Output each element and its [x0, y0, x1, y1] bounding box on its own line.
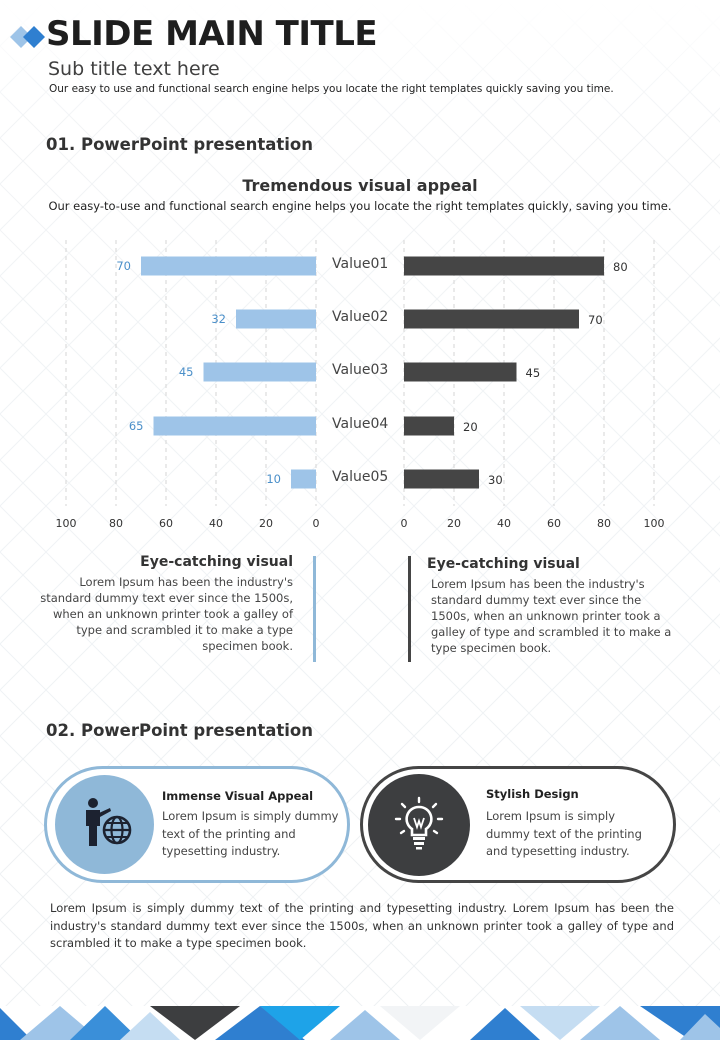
eye-right-divider — [408, 556, 411, 662]
lightbulb-icon — [368, 774, 470, 876]
category-label: Value03 — [332, 362, 389, 378]
section-heading-2: 02. PowerPoint presentation — [46, 721, 313, 740]
right-value-label: 80 — [613, 260, 628, 274]
right-bar — [404, 257, 604, 276]
feature-right-text: Lorem Ipsum is simply dummy text of the printing and typesetting industry. — [486, 809, 642, 858]
bottom-paragraph: Lorem Ipsum is simply dummy text of the printing and typesetting industry. Lorem Ipsum has been the industry's standard dummy text ever since the 1500s, when an unknown printer took a galley of type and scrambled it to make a type specimen book. — [50, 901, 674, 950]
chart-title: Tremendous visual appeal — [242, 176, 478, 195]
left-tick-label: 0 — [312, 517, 320, 530]
butterfly-bar-chart — [0, 228, 720, 538]
right-bar — [404, 470, 479, 489]
left-tick-label: 20 — [259, 517, 273, 530]
left-bar — [236, 310, 316, 329]
page-description: Our easy to use and functional search engine helps you locate the right templates quickly saving you time. — [49, 83, 614, 95]
feature-circle-right — [368, 774, 470, 876]
feature-circle-left — [55, 775, 154, 874]
presenter-globe-icon — [55, 775, 154, 874]
right-bar — [404, 363, 517, 382]
left-bar — [141, 257, 316, 276]
category-label: Value05 — [332, 469, 389, 485]
right-tick-label: 60 — [547, 517, 561, 530]
left-bar — [154, 417, 317, 436]
feature-left-heading: Immense Visual Appeal — [162, 789, 314, 803]
right-tick-label: 100 — [643, 517, 665, 530]
eye-left-text: Lorem Ipsum has been the industry's standard dummy text ever since the 1500s, when an unknown printer took a galley of type and scrambled it to make a type specimen book. — [40, 575, 293, 653]
left-bar — [291, 470, 316, 489]
right-value-label: 45 — [525, 366, 541, 380]
right-value-label: 20 — [463, 420, 478, 434]
left-tick-label: 80 — [109, 517, 123, 530]
feature-left-text: Lorem Ipsum is simply dummy text of the printing and typesetting industry. — [162, 809, 339, 858]
footer-decoration — [0, 1006, 720, 1040]
right-value-label: 70 — [588, 313, 603, 327]
left-tick-label: 100 — [55, 517, 77, 530]
left-value-label: 45 — [178, 365, 194, 379]
title-diamond-icon — [10, 22, 46, 52]
page-title: SLIDE MAIN TITLE — [46, 14, 378, 54]
left-tick-label: 60 — [159, 517, 173, 530]
right-tick-label: 80 — [597, 517, 611, 530]
left-value-label: 32 — [211, 312, 226, 326]
left-tick-label: 40 — [209, 517, 223, 530]
category-label: Value01 — [332, 256, 389, 272]
category-label: Value02 — [332, 309, 389, 325]
eye-right-heading: Eye-catching visual — [427, 556, 580, 572]
eye-right-text: Lorem Ipsum has been the industry's standard dummy text ever since the 1500s, when an unknown printer took a galley of type and scrambled it to make a type specimen book. — [431, 577, 672, 655]
right-tick-label: 20 — [447, 517, 461, 530]
right-tick-label: 0 — [400, 517, 408, 530]
chart-subtitle: Our easy-to-use and functional search engine helps you locate the right templates quickly, saving you time. — [48, 199, 672, 213]
right-value-label: 30 — [488, 473, 503, 487]
section-heading-1: 01. PowerPoint presentation — [46, 135, 313, 154]
left-value-label: 70 — [116, 259, 131, 273]
right-bar — [404, 417, 454, 436]
left-value-label: 65 — [128, 419, 144, 433]
left-value-label: 10 — [266, 472, 281, 486]
eye-left-divider — [313, 556, 316, 662]
feature-right-heading: Stylish Design — [486, 787, 579, 801]
eye-left-heading: Eye-catching visual — [140, 554, 293, 570]
left-bar — [204, 363, 317, 382]
right-bar — [404, 310, 579, 329]
page-subtitle: Sub title text here — [48, 58, 220, 80]
right-tick-label: 40 — [497, 517, 511, 530]
category-label: Value04 — [332, 416, 389, 432]
